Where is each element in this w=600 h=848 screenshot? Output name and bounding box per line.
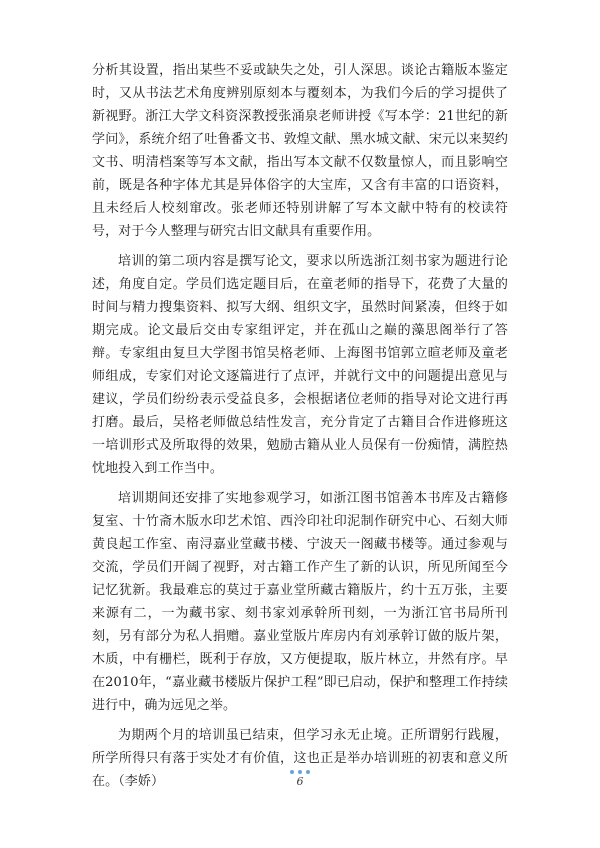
- dot-ornament-icon: [0, 770, 600, 774]
- article-body: [92, 59, 508, 800]
- page-footer: [0, 770, 600, 788]
- page-number: 6: [296, 775, 304, 788]
- ornament-dot: [306, 770, 310, 774]
- dot-ornament-top-row: [290, 770, 310, 774]
- ornament-dot: [298, 770, 302, 774]
- ornament-dot: [290, 770, 294, 774]
- paragraph-4: 为期两个月的培训虽已结束，但学习永无止境。正所谓躬行践履，所学所得只有落于实处才有价值，这也正是举办培训班的初衷和意义所在。（李娇）: [92, 728, 508, 789]
- paragraph-3: 培训期间还安排了实地参观学习，如浙江图书馆善本书库及古籍修复室、十竹斋木版水印艺术馆、西泠印社印泥制作研究中心、石刻大师黄良起工作室、南浔嘉业堂藏书楼、宁波天一阁藏书楼等。通过参观与交流，学员们开阔了视野，对古籍工作产生了新的认识，所见所闻至今记忆犹新。我最难忘的莫过于嘉业堂所藏古籍版片，约十五万张，主要来源有二，一为藏书家、刻书家刘承幹所刊刻，一为浙江官书局所刊刻，另有部分为私人捐赠。嘉业堂版片库房内有刘承幹订做的版片架，木质，中有栅栏，既利于存放，又方便提取，版片林立，井然有序。早在2010年，“嘉业藏书楼版片保护工程”即已启动，保护和整理工作持续进行中，确为远见之举。: [92, 491, 508, 713]
- paragraph-2: 培训的第二项内容是撰写论文，要求以所选浙江刻书家为题进行论述，角度自定。学员们选定题目后，在童老师的指导下，花费了大量的时间与精力搜集资料、拟写大纲、组织文字，虽然时间紧凑，但终于如期完成。论文最后交由专家组评定，并在孤山之巅的藻思阁举行了答辩。专家组由复旦大学图书馆吴格老师、上海图书馆郭立暄老师及童老师组成，专家们对论文逐篇进行了点评，并就行文中的问题提出意见与建议，学员们纷纷表示受益良多，会根据诸位老师的指导对论文进行再打磨。最后，吴格老师做总结性发言，充分肯定了古籍目合作进修班这一培训形式及所取得的效果，勉励古籍从业人员保有一份痴情，满腔热忱地投入到工作当中。: [92, 254, 508, 476]
- paragraph-1: 分析其设置，指出某些不妥或缺失之处，引人深思。谈论古籍版本鉴定时，又从书法艺术角度辨别原刻本与覆刻本，为我们今后的学习提供了新视野。浙江大学文科资深教授张涌泉老师讲授《写本学：21世纪的新学问》，系统介绍了吐鲁番文书、敦煌文献、黑水城文献、宋元以来契约文书、明清档案等写本文献，指出写本文献不仅数量惊人，而且影响空前，既是各种字体尤其是异体俗字的大宝库，又含有丰富的口语资料，且未经后人校刻窜改。张老师还特别讲解了写本文献中特有的校读符号，对于今人整理与研究古旧文献具有重要作用。: [92, 63, 508, 239]
